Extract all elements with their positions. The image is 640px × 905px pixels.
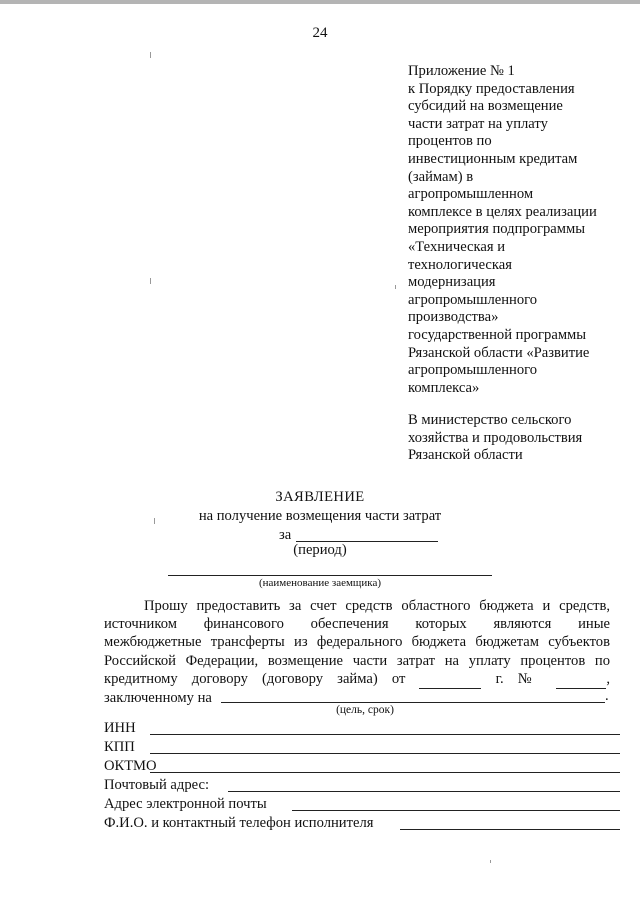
annex-line: (займам) в (408, 168, 474, 185)
recipient-line: В министерство сельского (408, 412, 572, 429)
paragraph-line: Прошу предоставить за счет средств областного бюджета и средств, (144, 598, 610, 614)
annex-line: модернизация (408, 274, 496, 291)
period-caption: (период) (293, 542, 347, 558)
annex-line: Приложение № 1 (408, 63, 515, 79)
purpose-period: . (605, 688, 609, 704)
concluded-text: заключенному на (104, 690, 212, 707)
annex-line: «Техническая и (408, 238, 506, 255)
annex-line: комплексе в целях реализации (408, 203, 597, 220)
contract-comma: , (606, 670, 610, 687)
contact-label: Ф.И.О. и контактный телефон исполнителя (104, 815, 374, 831)
page-number: 24 (312, 25, 328, 41)
contract-text: кредитному договору (договору займа) от (104, 670, 406, 687)
purpose-term-blank[interactable] (221, 702, 605, 703)
annex-line: инвестиционным кредитам (408, 150, 578, 167)
annex-line: агропромышленном (408, 186, 534, 203)
annex-line: комплекса» (408, 379, 480, 396)
period-prefix: за (279, 527, 292, 543)
annex-line: технологическая (408, 256, 512, 273)
contract-year-label: г. (495, 670, 504, 687)
scan-speck (154, 518, 155, 524)
scan-speck (150, 52, 151, 58)
document-title: ЗАЯВЛЕНИЕ (275, 489, 365, 505)
postal-address-label: Почтовый адрес: (104, 777, 210, 793)
inn-input[interactable] (150, 734, 620, 735)
annex-line: Рязанской области «Развитие (408, 344, 590, 361)
annex-line: к Порядку предоставления (408, 80, 575, 97)
inn-label: ИНН (104, 720, 136, 736)
annex-line: государственной программы (408, 326, 587, 343)
annex-line: агропромышленного (408, 362, 538, 379)
contact-input[interactable] (400, 829, 620, 830)
email-input[interactable] (292, 810, 620, 811)
contract-number-label: № (517, 670, 543, 687)
annex-line: производства» (408, 309, 499, 326)
annex-line: агропромышленного (408, 291, 538, 308)
paragraph-line: источником финансового обеспечения которых являются иные (104, 616, 610, 633)
email-label: Адрес электронной почты (104, 796, 267, 812)
borrower-caption: (наименование заемщика) (258, 577, 382, 589)
annex-line: мероприятия подпрограммы (408, 221, 586, 238)
paragraph-line-contract (104, 670, 610, 689)
scan-speck (395, 285, 396, 289)
annex-line: процентов по (408, 133, 492, 150)
document-subtitle: на получение возмещения части затрат (198, 508, 442, 524)
annex-line: части затрат на уплату (408, 115, 548, 132)
kpp-label: КПП (104, 739, 135, 755)
request-paragraph (104, 597, 610, 707)
recipient-line: Рязанской области (408, 447, 523, 464)
document-title-block (0, 488, 640, 506)
scan-speck (150, 278, 151, 284)
paragraph-line: Российской Федерации, возмещение части затрат на уплату процентов по (104, 652, 610, 669)
oktmo-input[interactable] (150, 772, 620, 773)
annex-line: субсидий на возмещение (408, 98, 563, 115)
oktmo-label: ОКТМО (104, 758, 157, 774)
postal-address-input[interactable] (228, 791, 620, 792)
kpp-input[interactable] (150, 753, 620, 754)
paragraph-line: межбюджетные трансферты из федерального бюджета бюджетам субъектов (104, 634, 610, 651)
scan-speck (490, 860, 491, 863)
borrower-name-blank[interactable] (168, 575, 492, 576)
annex-header (408, 63, 630, 465)
recipient-line: хозяйства и продовольствия (408, 429, 583, 446)
contract-number-blank[interactable] (556, 670, 606, 689)
purpose-caption: (цель, срок) (336, 704, 394, 716)
contract-date-blank[interactable] (419, 670, 481, 689)
scan-top-edge (0, 0, 640, 4)
